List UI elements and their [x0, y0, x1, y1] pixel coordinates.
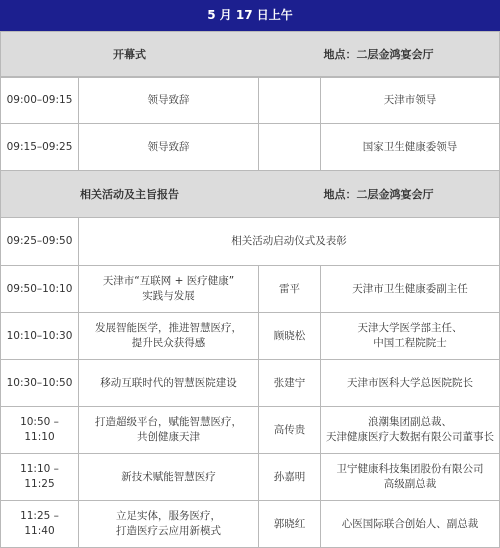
row-time: 11:25 – 11:40 [0, 500, 79, 548]
row-topic: 新技术赋能智慧医疗 [78, 453, 259, 501]
section-location: 地点：二层金鸿宴会厅 [258, 31, 500, 77]
section-location: 地点：二层金鸿宴会厅 [258, 170, 500, 218]
row-time: 09:00–09:15 [0, 77, 79, 124]
row-topic: 领导致辞 [78, 77, 259, 124]
row-speaker: 郭晓红 [258, 500, 321, 548]
row-topic: 领导致辞 [78, 123, 259, 171]
row-time: 11:10 – 11:25 [0, 453, 79, 501]
row-speaker: 顾晓松 [258, 312, 321, 360]
row-speaker: 高传贵 [258, 406, 321, 454]
row-time: 09:25–09:50 [0, 217, 79, 266]
row-time: 10:50 – 11:10 [0, 406, 79, 454]
row-position: 天津大学医学部主任、 中国工程院院士 [320, 312, 500, 360]
row-topic: 发展智能医学，推进智慧医疗， 提升民众获得感 [78, 312, 259, 360]
row-speaker: 雷平 [258, 265, 321, 313]
row-topic: 移动互联时代的智慧医院建设 [78, 359, 259, 407]
section-name: 相关活动及主旨报告 [0, 170, 258, 218]
row-topic: 打造超级平台，赋能智慧医疗， 共创健康天津 [78, 406, 259, 454]
row-speaker [258, 77, 321, 124]
row-time: 10:10–10:30 [0, 312, 79, 360]
row-time: 10:30–10:50 [0, 359, 79, 407]
row-speaker: 张建宁 [258, 359, 321, 407]
row-position: 卫宁健康科技集团股份有限公司 高级副总裁 [320, 453, 500, 501]
row-speaker: 孙嘉明 [258, 453, 321, 501]
section-name: 开幕式 [0, 31, 258, 77]
row-time: 09:50–10:10 [0, 265, 79, 313]
row-position: 天津市医科大学总医院院长 [320, 359, 500, 407]
row-position: 心医国际联合创始人、副总裁 [320, 500, 500, 548]
row-position: 天津市领导 [320, 77, 500, 124]
row-position: 天津市卫生健康委副主任 [320, 265, 500, 313]
row-topic: 天津市“互联网 + 医疗健康” 实践与发展 [78, 265, 259, 313]
row-time: 09:15–09:25 [0, 123, 79, 171]
row-topic-merged: 相关活动启动仪式及表彰 [78, 217, 500, 266]
row-position: 浪潮集团副总裁、 天津健康医疗大数据有限公司董事长 [320, 406, 500, 454]
schedule-title: 5 月 17 日上午 [0, 0, 500, 31]
row-topic: 立足实体，服务医疗， 打造医疗云应用新模式 [78, 500, 259, 548]
row-speaker [258, 123, 321, 171]
row-position: 国家卫生健康委领导 [320, 123, 500, 171]
